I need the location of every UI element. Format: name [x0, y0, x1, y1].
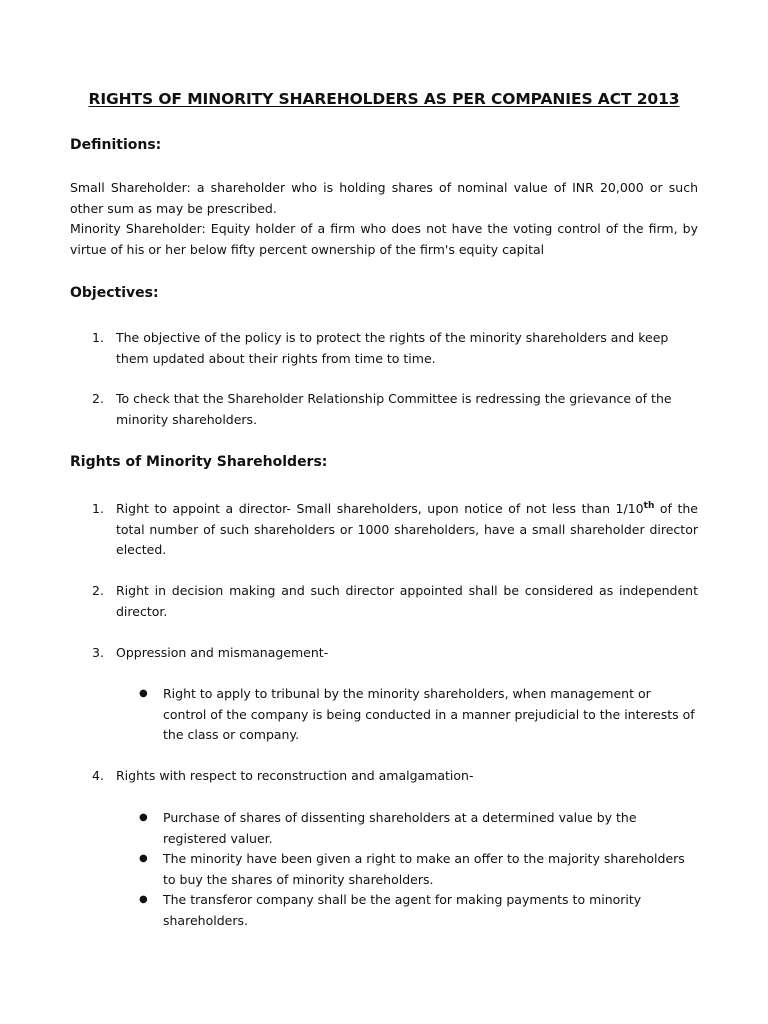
bullet-text: The transferor company shall be the agent for making payments to minority shareholders.	[163, 892, 642, 928]
bullet-text: Purchase of shares of dissenting shareholders at a determined value by the registered valuer.	[163, 810, 637, 846]
bullet-item	[136, 684, 698, 746]
rights-item-text-part: of the total number of such shareholders or 1000 shareholders, have a small shareholder director elected.	[116, 501, 699, 557]
rights-item	[70, 643, 698, 664]
rights-item	[70, 766, 698, 787]
bullet-text: The minority have been given a right to make an offer to the majority shareholders to buy the shares of minority shareholders.	[163, 851, 685, 887]
list-number: 2.	[92, 583, 104, 598]
definitions-heading: Definitions:	[70, 137, 162, 153]
rights-item-text: Rights with respect to reconstruction and amalgamation-	[116, 768, 474, 783]
definitions-body	[70, 178, 698, 260]
rights-item-text: Right in decision making and such director appointed shall be considered as independent director.	[116, 583, 698, 619]
bullet-item	[136, 890, 698, 931]
list-number: 3.	[92, 645, 104, 660]
bullet-text: Right to apply to tribunal by the minority shareholders, when management or control of the company is being conducted in a manner prejudicial to the interests of the class or company.	[163, 686, 695, 742]
objective-item	[70, 328, 698, 369]
objective-text: To check that the Shareholder Relationship Committee is redressing the grievance of the minority shareholders.	[116, 391, 672, 427]
list-number: 2.	[92, 391, 104, 406]
list-number: 4.	[92, 768, 104, 783]
bullet-list	[136, 808, 698, 931]
objectives-heading: Objectives:	[70, 285, 159, 301]
small-shareholder-definition: Small Shareholder: a shareholder who is holding shares of nominal value of INR 20,000 or such other sum as may be prescribed.	[70, 180, 698, 216]
rights-item-text	[116, 499, 698, 561]
rights-item-text: Oppression and mismanagement-	[116, 645, 329, 660]
bullet-icon: ●	[139, 812, 148, 823]
list-number: 1.	[92, 330, 104, 345]
list-number: 1.	[92, 501, 104, 516]
rights-item	[70, 581, 698, 622]
bullet-item	[136, 849, 698, 890]
ordinal-superscript: th	[643, 500, 655, 511]
objective-text: The objective of the policy is to protect the rights of the minority shareholders and keep them updated about their rights from time to time.	[116, 330, 669, 366]
rights-item-text-part: Right to appoint a director- Small shareholders, upon notice of not less than 1/10	[116, 501, 644, 516]
page-title-text: RIGHTS OF MINORITY SHAREHOLDERS AS PER COMPANIES ACT 2013	[88, 90, 680, 108]
bullet-icon: ●	[139, 688, 148, 699]
bullet-list	[136, 684, 698, 746]
objective-item	[70, 389, 698, 430]
bullet-item	[136, 808, 698, 849]
rights-heading: Rights of Minority Shareholders:	[70, 454, 328, 470]
minority-shareholder-definition: Minority Shareholder: Equity holder of a firm who does not have the voting control of the firm, by virtue of his or her below fifty percent ownership of the firm's equity capital	[70, 221, 698, 257]
bullet-icon: ●	[139, 894, 148, 905]
rights-item	[70, 499, 698, 561]
bullet-icon: ●	[139, 853, 148, 864]
page-title	[0, 90, 768, 108]
